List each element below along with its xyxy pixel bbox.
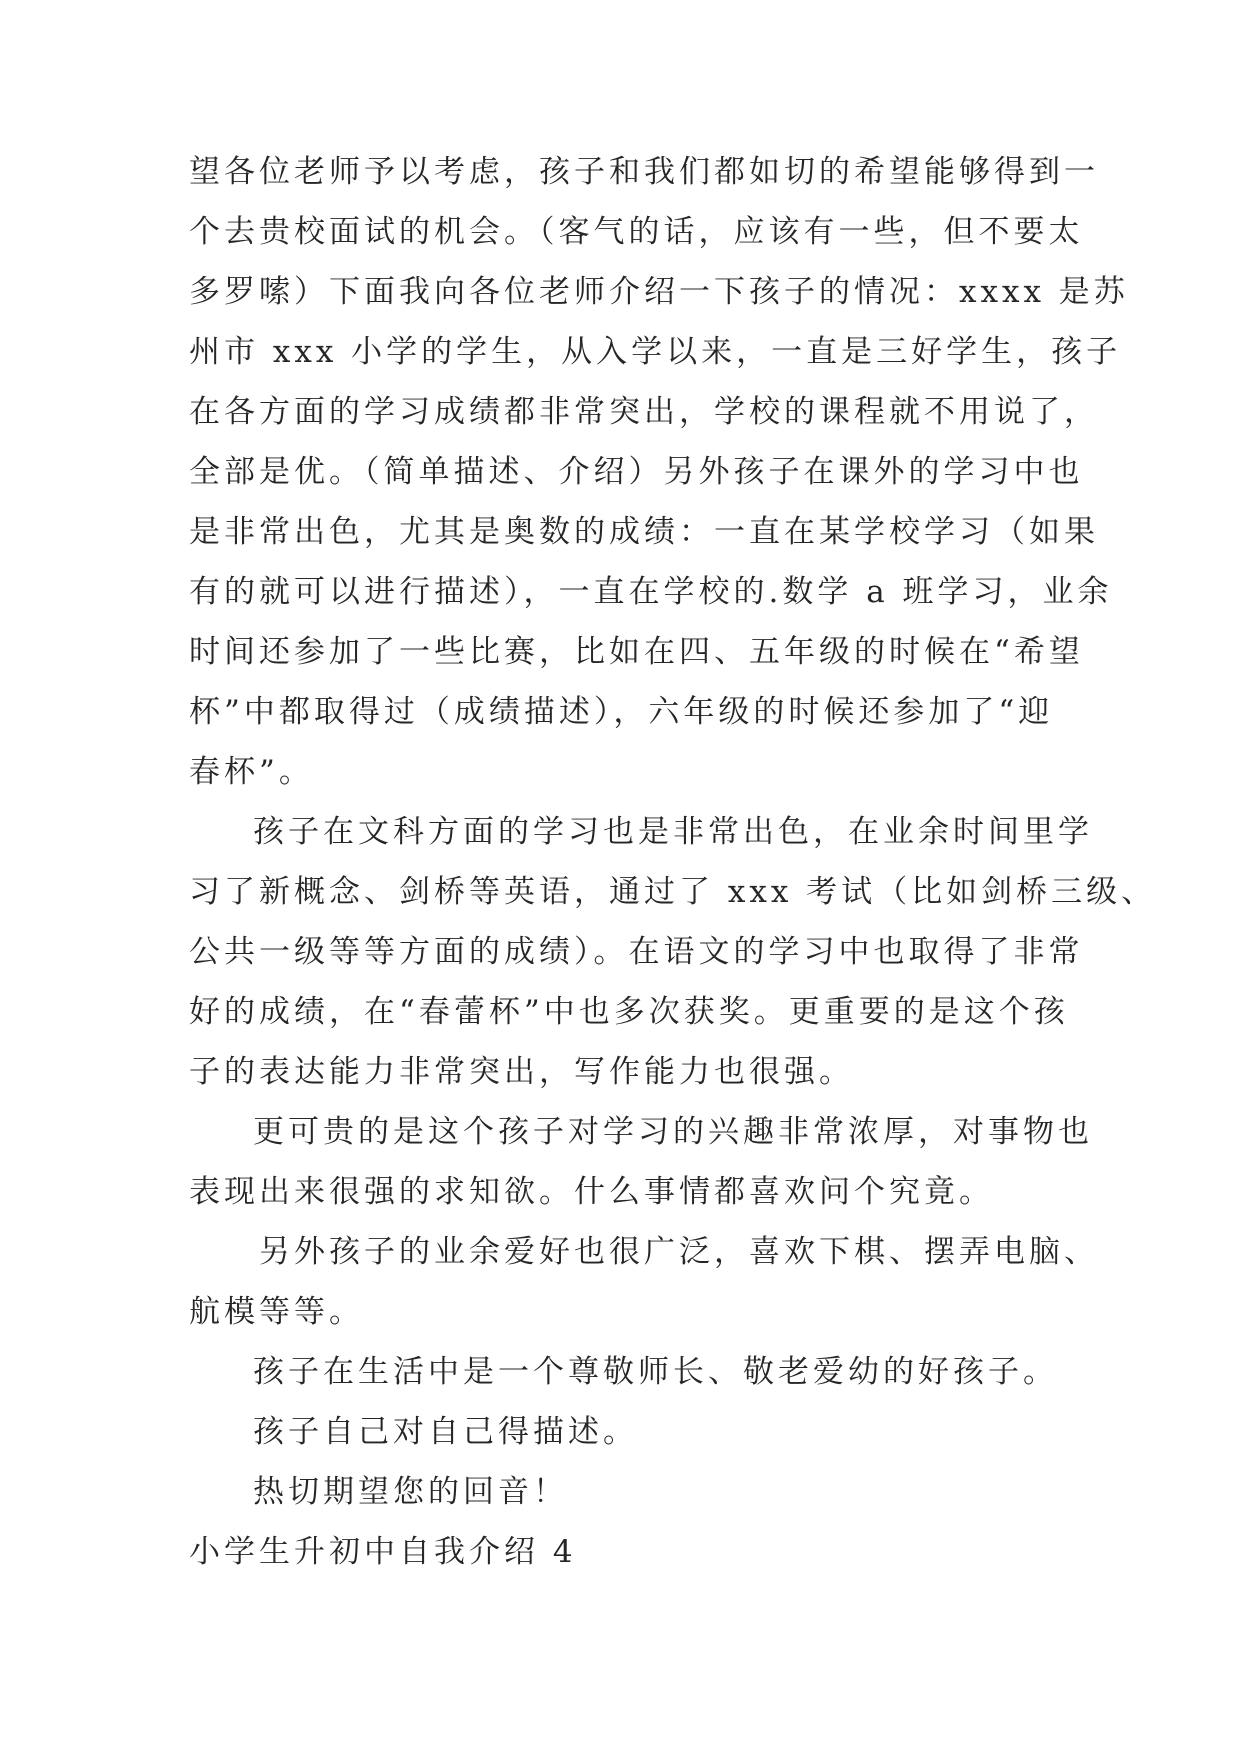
- paragraph-line: 在各方面的学习成绩都非常突出，学校的课程就不用说了，: [189, 394, 1099, 430]
- paragraph-line: 孩子在文科方面的学习也是非常出色，在业余时间里学: [253, 814, 1093, 850]
- paragraph-line: 全部是优。（简单描述、介绍）另外孩子在课外的学习中也: [189, 454, 1084, 490]
- paragraph-line: 好的成绩，在“春蕾杯”中也多次获奖。更重要的是这个孩: [189, 994, 1069, 1030]
- paragraph-line: 孩子在生活中是一个尊敬师长、敬老爱幼的好孩子。: [253, 1354, 1058, 1390]
- paragraph-line: 更可贵的是这个孩子对学习的兴趣非常浓厚，对事物也: [253, 1114, 1093, 1150]
- paragraph-line: 时间还参加了一些比赛，比如在四、五年级的时候在“希望: [189, 634, 1084, 670]
- paragraph-line: 春杯”。: [189, 754, 314, 790]
- paragraph-line: 孩子自己对自己得描述。: [253, 1414, 638, 1450]
- paragraph-line: 多罗嗦）下面我向各位老师介绍一下孩子的情况：xxxx 是苏: [189, 274, 1129, 310]
- paragraph-line: 有的就可以进行描述），一直在学校的.数学 a 班学习，业余: [189, 574, 1113, 610]
- paragraph-line: 杯”中都取得过（成绩描述），六年级的时候还参加了“迎: [189, 694, 1054, 730]
- closing-line: 热切期望您的回音！: [253, 1474, 568, 1510]
- paragraph-line: 航模等等。: [189, 1294, 364, 1330]
- paragraph-line: 公共一级等等方面的成绩）。在语文的学习中也取得了非常: [189, 934, 1084, 970]
- paragraph-line: 另外孩子的业余爱好也很广泛，喜欢下棋、摆弄电脑、: [259, 1234, 1099, 1270]
- paragraph-line: 子的表达能力非常突出，写作能力也很强。: [189, 1054, 854, 1090]
- paragraph-line: 是非常出色，尤其是奥数的成绩：一直在某学校学习（如果: [189, 514, 1099, 550]
- paragraph-line: 个去贵校面试的机会。（客气的话，应该有一些，但不要太: [189, 214, 1084, 250]
- paragraph-line: 州市 xxx 小学的学生，从入学以来，一直是三好学生，孩子: [189, 334, 1122, 370]
- paragraph-line: 表现出来很强的求知欲。什么事情都喜欢问个究竟。: [189, 1174, 994, 1210]
- section-heading: 小学生升初中自我介绍 4: [189, 1534, 577, 1570]
- paragraph-line: 望各位老师予以考虑，孩子和我们都如切的希望能够得到一: [189, 154, 1099, 190]
- paragraph-line: 习了新概念、剑桥等英语，通过了 xxx 考试（比如剑桥三级、: [189, 874, 1157, 910]
